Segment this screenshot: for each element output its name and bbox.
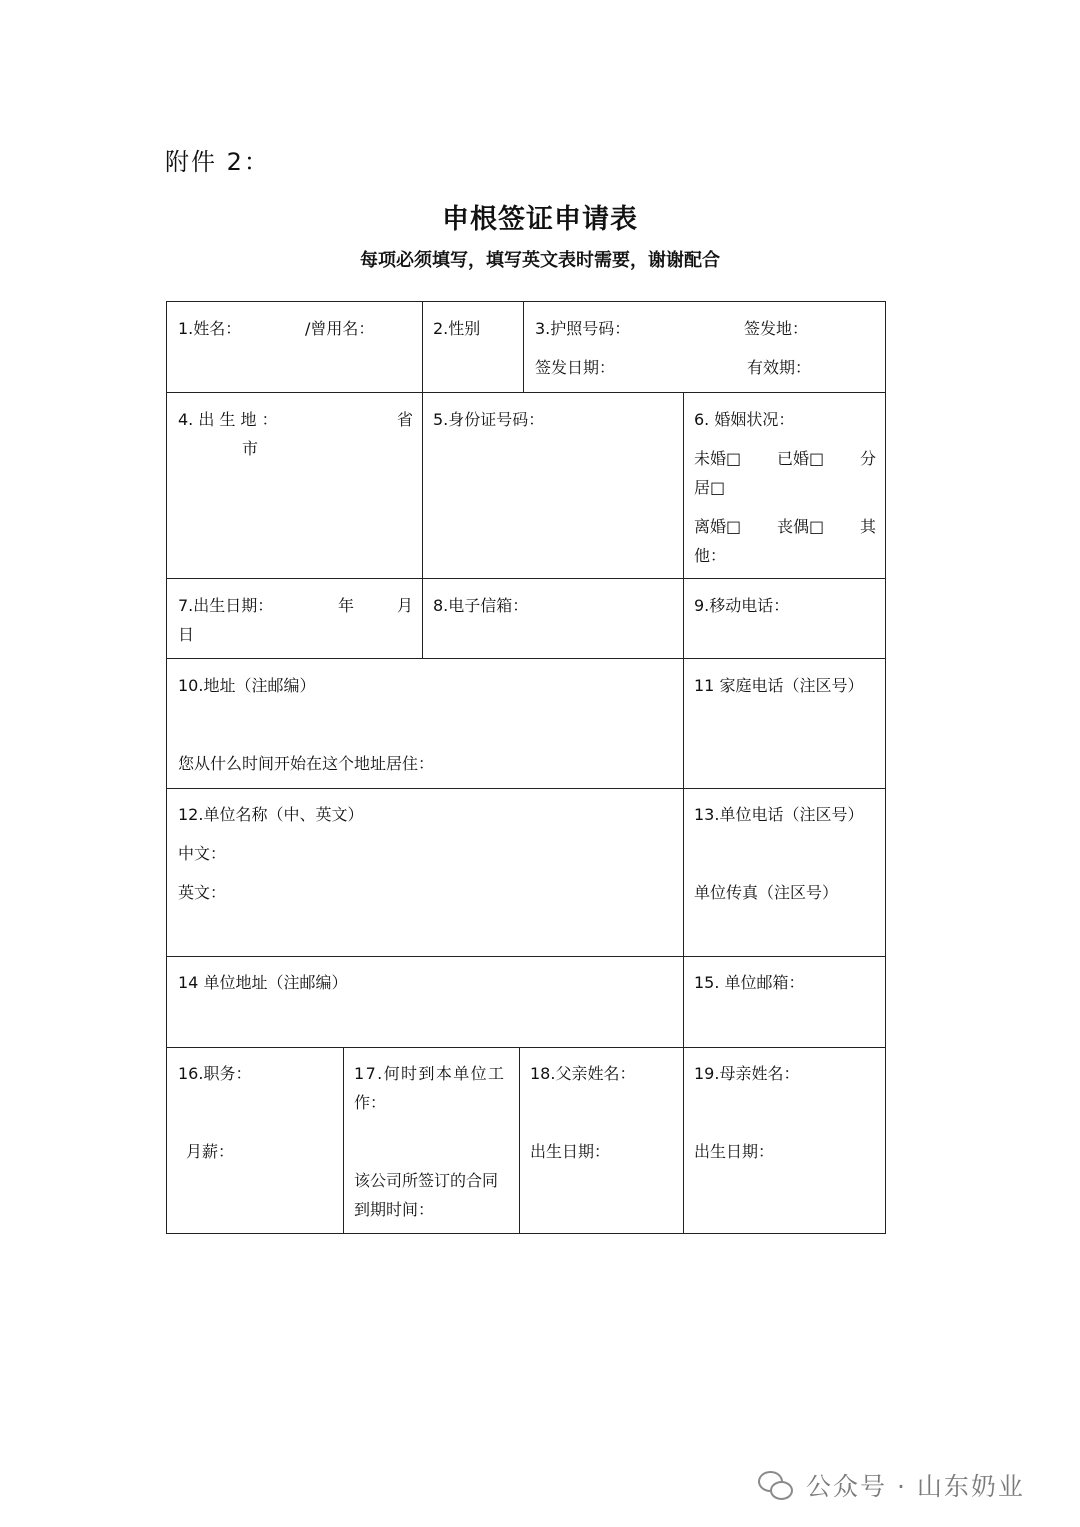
position-label: 16.职务： (178, 1064, 252, 1083)
birth-date-label: 7.出生日期： (178, 596, 274, 615)
address-label: 10.地址（注邮编） (178, 676, 316, 695)
cell-email[interactable] (422, 578, 684, 659)
reside-since-label: 您从什么时间开始在这个地址居住： (178, 754, 435, 773)
cell-birth-date[interactable] (166, 578, 423, 659)
passport-number-label: 3.护照号码： (535, 319, 631, 338)
mother-birth-date-label: 出生日期： (694, 1142, 775, 1161)
cell-employer-email[interactable] (683, 956, 886, 1048)
form-title: 申根签证申请表 (442, 204, 638, 235)
unmarried-option[interactable]: 未婚□ (694, 449, 742, 468)
attachment-label: 附件 2： (165, 148, 270, 176)
contract-label: 该公司所签订的合同 (354, 1171, 499, 1190)
marital-status-label: 6. 婚姻状况： (694, 410, 795, 429)
employer-email-label: 15. 单位邮箱： (694, 973, 805, 992)
salary-label: 月薪： (186, 1142, 235, 1161)
gender-label: 2.性别 (433, 319, 481, 338)
divorced-option[interactable]: 离婚□ (694, 517, 742, 536)
former-name-label: /曾用名： (305, 319, 375, 338)
father-name-label: 18.父亲姓名： (530, 1064, 636, 1083)
issue-place-label: 签发地： (744, 319, 809, 338)
other-option-cont[interactable]: 他： (694, 546, 727, 565)
valid-until-label: 有效期： (747, 358, 812, 377)
english-name-label: 英文： (178, 883, 227, 902)
father-birth-date-label: 出生日期： (530, 1142, 611, 1161)
cell-gender[interactable] (422, 301, 524, 393)
join-date-label: 17.何时到本单位工 (354, 1064, 506, 1083)
province-label: 省 (397, 410, 414, 429)
home-phone-label: 11 家庭电话（注区号） (694, 676, 864, 695)
mobile-label: 9.移动电话： (694, 596, 790, 615)
cell-employer-address[interactable] (166, 956, 684, 1048)
wechat-icon (758, 1469, 796, 1501)
email-label: 8.电子信箱： (433, 596, 529, 615)
day-label: 日 (178, 625, 195, 644)
join-date-label-cont: 作： (354, 1093, 387, 1112)
cell-name[interactable] (166, 301, 423, 393)
mother-name-label: 19.母亲姓名： (694, 1064, 800, 1083)
cell-passport[interactable] (523, 301, 886, 393)
employer-name-label: 12.单位名称（中、英文） (178, 805, 364, 824)
name-label: 1.姓名： (178, 319, 242, 338)
watermark (758, 1468, 1025, 1502)
birthplace-label: 4. 出 生 地 ： (178, 410, 278, 429)
cell-mobile[interactable] (683, 578, 886, 659)
separated-option-cont[interactable]: 居□ (694, 478, 726, 497)
id-number-label: 5.身份证号码： (433, 410, 545, 429)
watermark-text: 公众号 · 山东奶业 (806, 1472, 1025, 1501)
employer-phone-label: 13.单位电话（注区号） (694, 805, 864, 824)
month-label: 月 (397, 596, 414, 615)
contract-label-cont: 到期时间： (354, 1200, 435, 1219)
city-label: 市 (242, 439, 259, 458)
chinese-name-label: 中文： (178, 844, 227, 863)
other-option[interactable]: 其 (860, 517, 877, 536)
widowed-option[interactable]: 丧偶□ (777, 517, 825, 536)
separated-option[interactable]: 分 (860, 449, 877, 468)
year-label: 年 (338, 596, 355, 615)
form-subtitle: 每项必须填写，填写英文表时需要，谢谢配合 (360, 250, 720, 271)
employer-address-label: 14 单位地址（注邮编） (178, 973, 348, 992)
issue-date-label: 签发日期： (535, 358, 616, 377)
married-option[interactable]: 已婚□ (777, 449, 825, 468)
employer-fax-label: 单位传真（注区号） (694, 883, 839, 902)
